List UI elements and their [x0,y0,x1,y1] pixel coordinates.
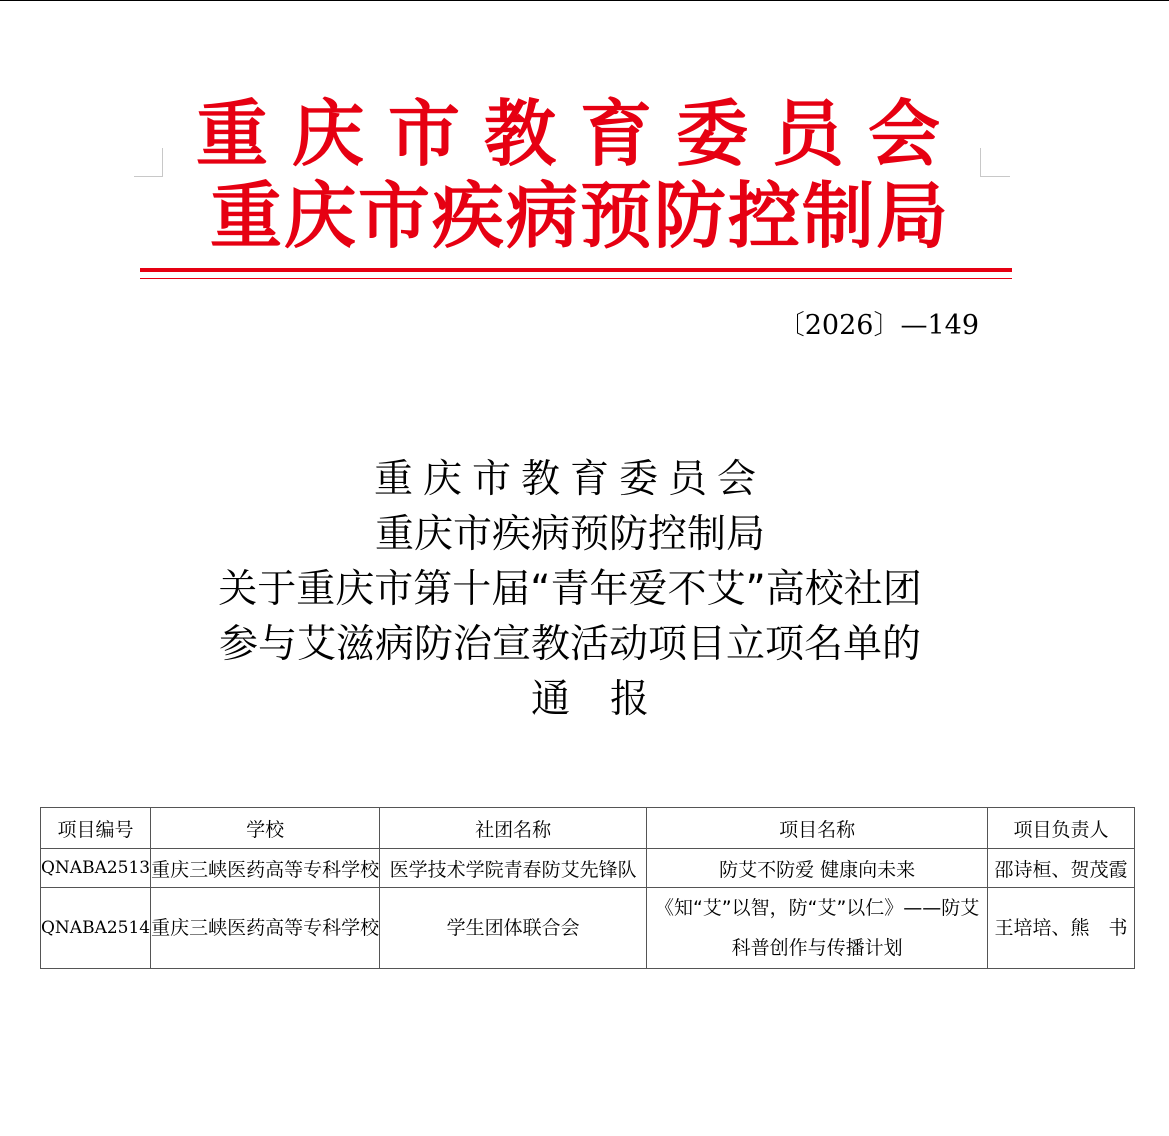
title-line-2: 重庆市疾病预防控制局 [374,512,765,557]
table-row [41,888,1135,969]
title-line-4: 参与艾滋病防治宣教活动项目立项名单的 [218,622,921,667]
cell-club-name: 医学技术学院青春防艾先锋队 [380,849,647,888]
cell-project-number: QNABA2513 [41,849,151,888]
cell-project-name: 《知“艾”以智，防“艾”以仁》——防艾科普创作与传播计划 [647,888,988,969]
table-header-row [41,808,1135,849]
page-top-border [0,0,1169,1]
cell-project-number: QNABA2514 [41,888,151,969]
letterhead-line-2: 重庆市疾病预防控制局 [209,174,950,258]
header-school: 学校 [151,808,380,849]
title-line-3: 关于重庆市第十届“青年爱不艾”高校社团 [218,567,922,612]
header-project-leader: 项目负责人 [988,808,1135,849]
title-line-1: 重庆市教育委员会 [373,457,766,502]
cell-project-leader: 邵诗桓、贺茂霞 [988,849,1135,888]
cell-club-name: 学生团体联合会 [380,888,647,969]
cell-school: 重庆三峡医药高等专科学校 [151,888,380,969]
letterhead-line-1: 重庆市教育委员会 [195,92,964,176]
header-project-number: 项目编号 [41,808,151,849]
crop-mark-left-h [134,176,163,177]
header-club-name: 社团名称 [380,808,647,849]
crop-mark-right-h [980,176,1010,177]
header-project-name: 项目名称 [647,808,988,849]
cell-project-name: 防艾不防爱 健康向未来 [647,849,988,888]
project-list-table [40,807,1135,969]
cell-project-leader: 王培培、熊 书 [988,888,1135,969]
letterhead-red-rule-thick [140,268,1012,272]
cell-school: 重庆三峡医药高等专科学校 [151,849,380,888]
title-line-5: 通报 [530,677,689,722]
table-row [41,849,1135,888]
document-number: 〔2026〕—149 [777,310,979,341]
letterhead-red-rule-thin [140,278,1012,279]
